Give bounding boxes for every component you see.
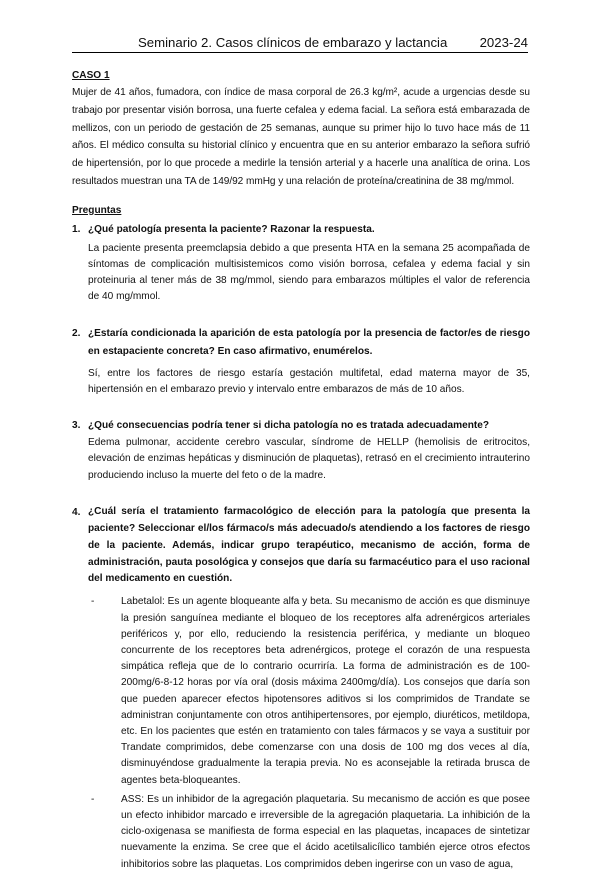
question-number: 4.	[72, 506, 81, 518]
document-body	[72, 67, 530, 876]
question-4	[72, 504, 530, 873]
list-item	[88, 792, 530, 873]
list-item	[88, 594, 530, 788]
question-2	[72, 325, 530, 398]
question-answer: Sí, entre los factores de riesgo estaría gestación multifetal, edad materna mayor de 35, hipertensión en el embarazo previo y intervalo entre embarazos de más de 10 años.	[88, 367, 530, 396]
question-text: ¿Cuál sería el tratamiento farmacológico de elección para la patología que presenta la paciente? Seleccionar el/los fármaco/s más adecuado/s atendiendo a los factores de riesgo de la paciente. Además, indicar grupo terapéutico, mecanismo de acción, forma de administración, pauta posológica y consejos que daría su farmacéutico para el uso racional del medicamento en cuestión.	[88, 505, 530, 585]
question-number: 2.	[72, 328, 81, 340]
question-number: 1.	[72, 223, 81, 235]
question-1	[72, 221, 530, 306]
question-3	[72, 417, 530, 483]
question-text: ¿Qué patología presenta la paciente? Razonar la respuesta.	[88, 223, 375, 235]
questions-title: Preguntas	[72, 204, 122, 216]
question-answer: Edema pulmonar, accidente cerebro vascular, síndrome de HELLP (hemolisis de eritrocitos, elevación de enzimas hepáticas y disminución de plaquetas), retrasó en el crecimiento intrauterino produciendo incluso la muerte del feto o de la madre.	[88, 437, 530, 481]
case-title: CASO 1	[72, 70, 110, 81]
question-text: ¿Qué consecuencias podría tener si dicha patología no es tratada adecuadamente?	[88, 420, 490, 432]
treatment-list	[88, 594, 530, 872]
header-title: Seminario 2. Casos clínicos de embarazo y lactancia	[138, 35, 448, 50]
header-divider	[72, 52, 528, 53]
question-number: 3.	[72, 420, 81, 432]
list-item-text: Labetalol: Es un agente bloqueante alfa y beta. Su mecanismo de acción es que disminuye la presión sanguínea mediante el bloqueo de los receptores alfa adrenérgicos arteriales periféricos y, por ello, reduciendo la resistencia periférica, y mediante un bloqueo concurrente de los receptores beta adrenérgicos, protege el corazón de una respuesta simpática refleja que de lo contrario ocurriría. La forma de administración es de 100-200mg/6-8-12 horas por vía oral (dosis máxima 2400mg/día). Los consejos que daría son que pueden aparecer efectos hipotensores aditivos si los comprimidos de Trandate se administran conjuntamente con otros antihipertensores, por ejemplo, diuréticos, metildopa, etc. En los pacientes que estén en tratamiento con tales fármacos y se vaya a sustituir por Trandate comprimidos, debe comenzarse con una dosis de 100 mg dos veces al día, disminuyéndose gradualmente la terapia previa. No es aconsejable la retirada brusca de agentes beta-bloqueantes.	[121, 596, 530, 786]
list-item-text: ASS: Es un inhibidor de la agregación plaquetaria. Su mecanismo de acción es que posee un efecto inhibidor marcado e irreversible de la agregación plaquetaria. La inhibición de la ciclo-oxigenasa se manifiesta de forma especial en las plaquetas, incapaces de sintetizar nuevamente la enzima. Se cree que el ácido acetilsalicílico también ejerce otros efectos inhibitorios sobre las plaquetas. Los comprimidos deben ingerirse con un vaso de agua,	[121, 793, 530, 870]
question-answer: La paciente presenta preemclapsia debido a que presenta HTA en la semana 25 acompañada de síntomas de complicación multisistemicos como visión borrosa, cefalea y edema facial y sin proteinuria al tener más de 38 mg/mmol, siendo para embarazos múltiples el valor de referencia de 40 mg/mmol.	[88, 242, 530, 303]
question-text: ¿Estaría condicionada la aparición de esta patología por la presencia de factor/es de riesgo en estapaciente concreta? En caso afirmativo, enumérelos.	[88, 328, 530, 358]
bullet-dash: -	[91, 793, 95, 805]
bullet-dash: -	[91, 596, 95, 608]
case-intro: Mujer de 41 años, fumadora, con índice de masa corporal de 26.3 kg/m², acude a urgencias desde su trabajo por presentar visión borrosa, una fuerte cefalea y edema facial. La señora está embarazada de mellizos, con un periodo de gestación de 25 semanas, aunque su primer hijo lo tuvo hace más de 11 años. El médico consulta su historial clínico y encuentra que en su anterior embarazo la señora sufrió de hipertensión, por lo que procede a medirle la tensión arterial y a hacerle una analítica de orina. Los resultados muestran una TA de 149/92 mmHg y una relación de proteína/creatinina de 38 mg/mmol.	[72, 87, 530, 187]
header-year: 2023-24	[479, 35, 528, 50]
